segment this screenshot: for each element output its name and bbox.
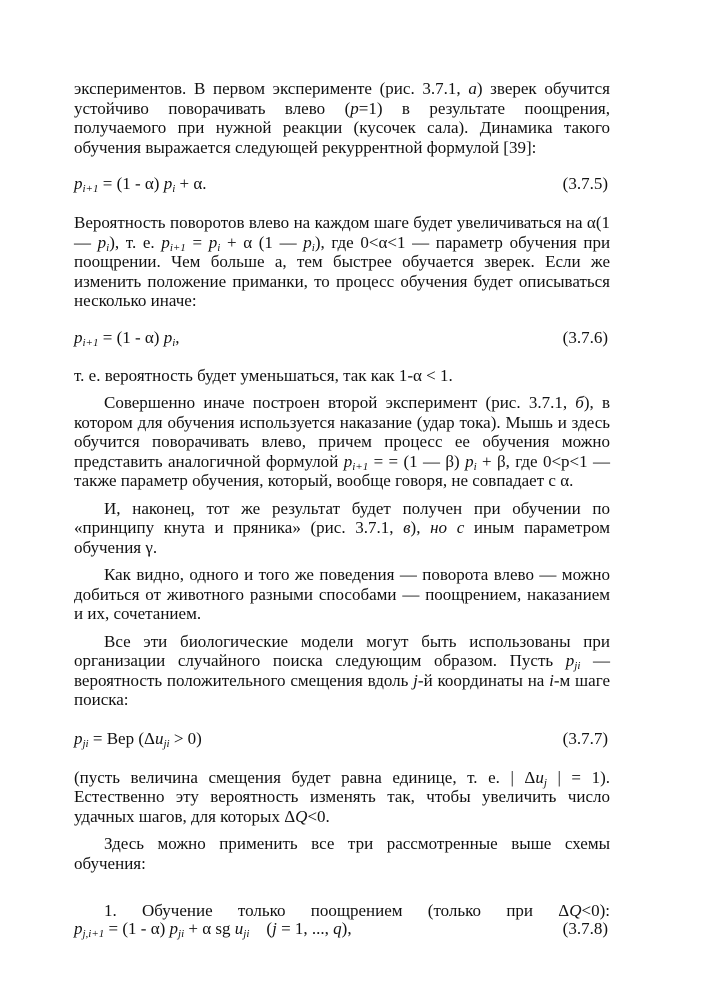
paragraph-random-search [74,632,610,710]
text-run: р [350,98,359,118]
text-run: p [169,918,179,938]
paragraph-second-experiment [74,393,610,491]
text-run: p [303,232,312,252]
subscript: j [543,776,547,789]
text-run: = = (1 — β) [368,451,466,471]
text-run: p [74,728,83,748]
text-run: 1. Обучение только поощрением (только при Δ [104,901,570,920]
text-run: p [465,451,474,471]
text-run: > 0) [169,728,202,748]
equation-3-7-8 [74,919,610,939]
text-run: = 1, ..., [276,918,334,938]
text-run: j [272,918,277,938]
formula [74,919,352,938]
text-run: ), в котором для обучения используется наказание (удар тока). Мышь и здесь обучится поворачивать влево, причем процесс ее обучения можно представить аналогичной формулой [74,393,610,471]
text-run: = Вер (Δ [88,728,155,748]
text-run: Все эти биологические модели могут быть использованы при организации случайного поиска следующим образом. Пусть [74,631,610,670]
text-run: Здесь можно применить все три рассмотренные выше схемы обучения: [74,834,610,873]
text-run: Совершенно иначе построен второй эксперимент (рис. 3.7.1, [104,393,576,412]
equation-number: (3.7.5) [562,174,608,193]
subscript: i+1 [352,460,369,473]
text-run: а [468,79,477,98]
text-run: p [343,451,353,471]
paragraph-same-behavior [74,565,610,624]
subscript: j,i+1 [82,927,105,940]
text-run: экспериментов. В первом эксперименте (рис. 3.7.1, [74,79,469,98]
paragraph-learning-schemes [74,834,610,873]
equation-3-7-6 [74,328,610,348]
text-run: | = 1). Естественно эту вероятность изменять так, чтобы увеличить число удачных шагов, для которых Δ [74,767,610,826]
text-run: т. е. вероятность будет уменьшаться, так как 1-α < 1. [74,365,453,385]
formula [74,729,202,748]
text-run: ( [249,918,273,938]
text-run: p [161,232,170,252]
text-run: p [74,174,83,193]
equation-3-7-7 [74,729,610,749]
paragraph-experiments-intro [74,79,610,157]
text-run: = [185,232,209,252]
equation-number: (3.7.6) [562,327,608,347]
text-run: = (1 - α) [98,327,164,347]
text-run: Как видно, одного и того же поведения — поворота влево — можно добиться от животного разными способами — поощрением, наказанием и их, сочетанием. [74,565,610,623]
text-run: иным параметром обучения γ. [74,518,611,557]
text-run: <0): [581,901,610,920]
text-run: — вероятность положительного смещения вдоль [74,651,611,690]
text-run: ), [410,518,431,537]
text-run: но с [430,518,465,537]
text-run: б [575,393,584,412]
text-run: u [535,767,544,787]
text-run: p [163,327,173,347]
text-run: (пусть величина смещения будет равна единице, т. е. | Δ [74,767,536,787]
text-run: ), где 0<α<1 — параметр обучения при поощрении. Чем больше а, тем быстрее обучается зверек. Если же изменить положение приманки, то процесс обучения будет описываться несколько иначе: [74,232,611,310]
text-run: u [234,918,244,938]
subscript: i [106,241,110,254]
list-item-reward-only [74,901,610,939]
text-run: j [413,670,418,690]
text-run: q [333,918,342,938]
text-run: -й координаты на [417,670,550,690]
subscript: ji [178,927,185,940]
text-run: + α (1 — [220,232,304,252]
subscript: i+1 [82,336,99,349]
text-run: p [74,918,83,938]
subscript: i [311,241,315,254]
equation-number: (3.7.7) [562,728,608,748]
text-run: ) зверек обучится устойчиво поворачивать влево ( [74,79,610,118]
text-run: p [163,174,173,193]
paragraph-unit-displacement [74,768,610,827]
paragraph-probability-increase [74,213,610,311]
subscript: i [217,241,221,254]
text-run: u [154,728,164,748]
text-run: И, наконец, тот же результат будет получен при обучении по «принципу кнута и пряника» (рис. 3.7.1, [74,498,610,537]
text-run: = (1 - α) [98,174,164,193]
text-run: p [97,232,107,252]
equation-number: (3.7.8) [562,918,608,938]
text-run: , [175,327,180,347]
subscript: i+1 [169,241,186,254]
subscript: ji [82,737,89,750]
paragraph-probability-decrease [74,366,610,386]
text-run: ), т. е. [109,232,162,252]
text-run: ), [341,918,352,938]
text-run: + α. [175,174,207,193]
text-run: i [549,670,554,690]
formula [74,174,207,193]
text-run: -м шаге поиска: [74,670,610,709]
paragraph-carrot-and-stick [74,499,610,558]
text-run: = (1 - α) [104,918,170,938]
text-run: Q [569,901,582,920]
subscript: ji [574,660,581,672]
text-run: <0. [307,806,330,826]
equation-3-7-5 [74,174,610,194]
text-run: + β, где 0<p<1 — также параметр обучения, который, вообще говоря, не совпадает с α. [74,451,611,490]
text-run: Q [295,806,308,826]
text-run: =1) в результате поощрения, получаемого при нужной реакции (кусочек сала). Динамика такого обучения выражается следующей рекуррентной формулой [39]: [74,98,610,157]
subscript: i [473,460,477,473]
text-run: p [208,232,218,252]
text-run: + α sg [184,918,235,938]
text-run: в [403,518,411,537]
document-page [74,79,610,939]
subscript: ji [163,737,170,750]
subscript: i [172,183,176,195]
formula [74,328,180,347]
text-run: p [565,651,575,670]
text-run: Вероятность поворотов влево на каждом шаге будет увеличиваться на α(1— [74,213,610,252]
subscript: ji [243,927,250,940]
text-run: p [74,327,83,347]
subscript: i [172,336,176,349]
subscript: i+1 [82,183,99,195]
